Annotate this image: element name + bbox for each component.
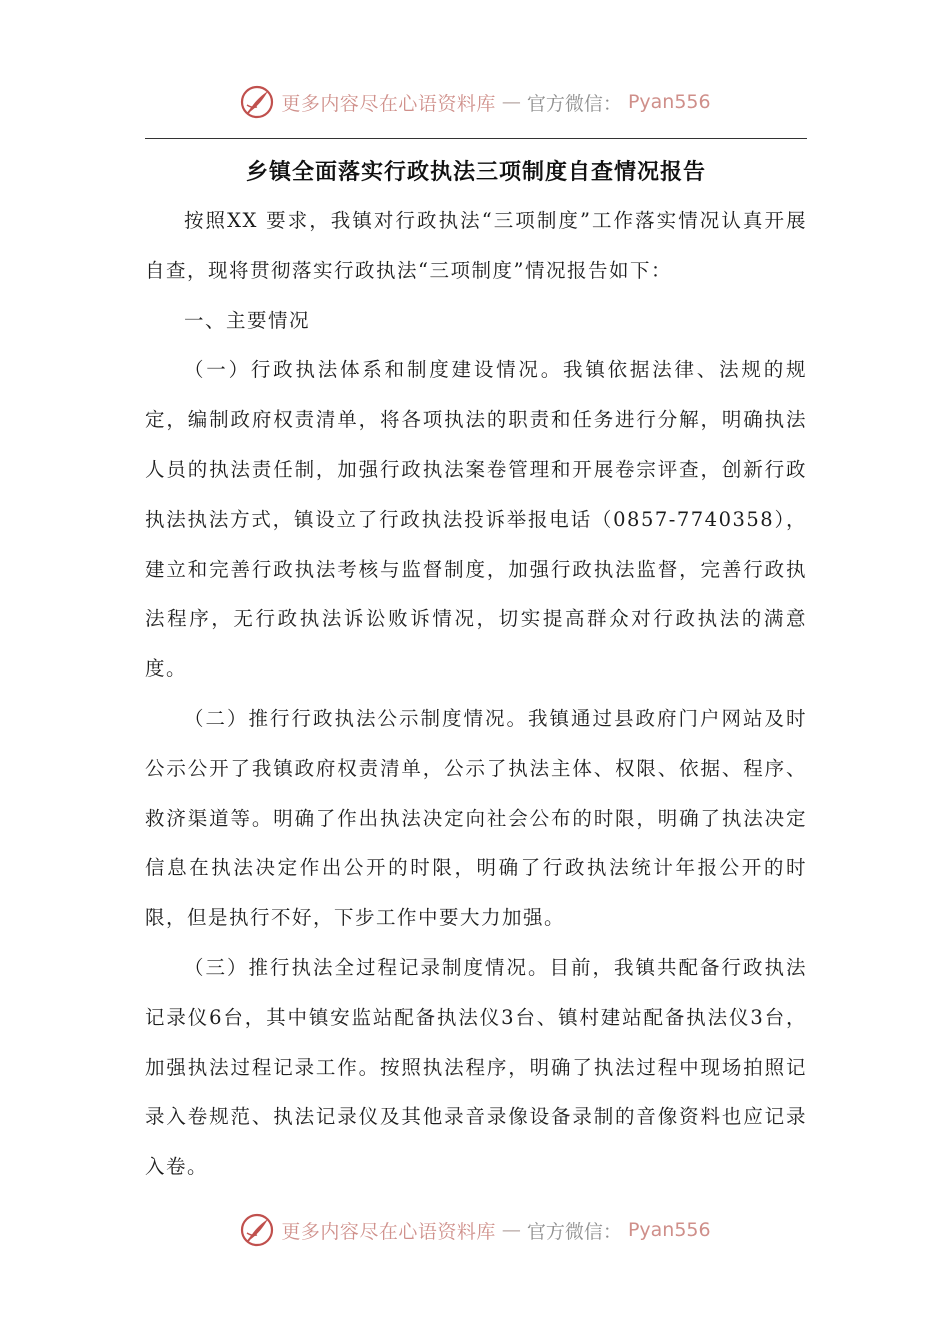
footer-banner [0,1208,950,1252]
paragraph-section-3: （三）推行执法全过程记录制度情况。目前，我镇共配备行政执法记录仪6台，其中镇安监站配备执法仪3台、镇村建站配备执法仪3台，加强执法过程记录工作。按照执法程序，明确了执法过程中现场拍照记录入卷规范、执法记录仪及其他录音录像设备录制的音像资料也应记录入卷。 [145,955,807,1179]
section-heading-main: 一、主要情况 [184,308,311,332]
document-title: 乡镇全面落实行政执法三项制度自查情况报告 [245,159,706,185]
header-banner [0,80,950,124]
quill-pen-logo-icon [239,84,275,120]
banner-site-text: 更多内容尽在心语资料库 [281,92,496,115]
banner-wechat-label: 官方微信： [526,1220,622,1243]
paragraph-section-2: （二）推行行政执法公示制度情况。我镇通过县政府门户网站及时公示公开了我镇政府权责清单，公示了执法主体、权限、依据、程序、救济渠道等。明确了作出执法决定向社会公布的时限，明确了执法决定信息在执法决定作出公开的时限，明确了行政执法统计年报公开的时限，但是执行不好，下步工作中要大力加强。 [145,706,807,930]
paragraph-section-1: （一）行政执法体系和制度建设情况。我镇依据法律、法规的规定，编制政府权责清单，将各项执法的职责和任务进行分解，明确执法人员的执法责任制，加强行政执法案卷管理和开展卷宗评查，创新行政执法执法方式，镇设立了行政执法投诉举报电话（0857-7740358），建立和完善行政执法考核与监督制度，加强行政执法监督，完善行政执法程序，无行政执法诉讼败诉情况，切实提高群众对行政执法的满意度。 [145,358,807,681]
document-body [145,196,807,1192]
banner-wechat-id: Pyan556 [627,91,711,113]
quill-pen-logo-icon [239,1212,275,1248]
banner-wechat-label: 官方微信： [526,92,622,115]
banner-wechat-id: Pyan556 [627,1219,711,1241]
banner-site-text: 更多内容尽在心语资料库 [281,1220,496,1243]
banner-dash: — [501,91,521,113]
banner-dash: — [501,1219,521,1241]
paragraph-intro: 按照XX 要求，我镇对行政执法“三项制度”工作落实情况认真开展自查，现将贯彻落实行政执法“三项制度”情况报告如下： [145,209,807,282]
header-divider [145,138,807,139]
